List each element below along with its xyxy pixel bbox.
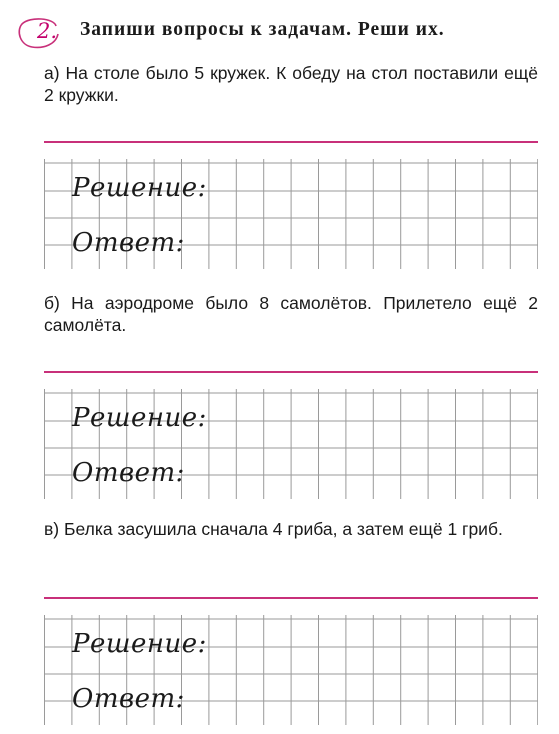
solution-label: Решение: bbox=[72, 173, 207, 203]
question-answer-line-c[interactable] bbox=[44, 597, 538, 599]
solution-label: Решение: bbox=[72, 403, 207, 433]
question-answer-line-b[interactable] bbox=[44, 371, 538, 373]
task-text-c: в) Белка засушила сначала 4 гриба, а затем ещё 1 гриб. bbox=[44, 519, 503, 539]
solution-grid-a[interactable] bbox=[44, 159, 538, 269]
task-text-b: б) На аэродроме было 8 самолётов. Прилетело ещё 2 самолёта. bbox=[44, 293, 538, 335]
answer-label: Ответ: bbox=[72, 228, 185, 258]
solution-grid-b[interactable] bbox=[44, 389, 538, 499]
question-answer-line-a[interactable] bbox=[44, 141, 538, 143]
solution-label: Решение: bbox=[72, 629, 207, 659]
task-number: 2. bbox=[36, 19, 58, 43]
solution-grid-c[interactable] bbox=[44, 615, 538, 725]
exercise-heading: Запиши вопросы к задачам. Реши их. bbox=[80, 19, 445, 40]
task-text-a: а) На столе было 5 кружек. К обеду на стол поставили ещё 2 кружки. bbox=[44, 63, 538, 105]
answer-label: Ответ: bbox=[72, 458, 185, 488]
answer-label: Ответ: bbox=[72, 684, 185, 714]
